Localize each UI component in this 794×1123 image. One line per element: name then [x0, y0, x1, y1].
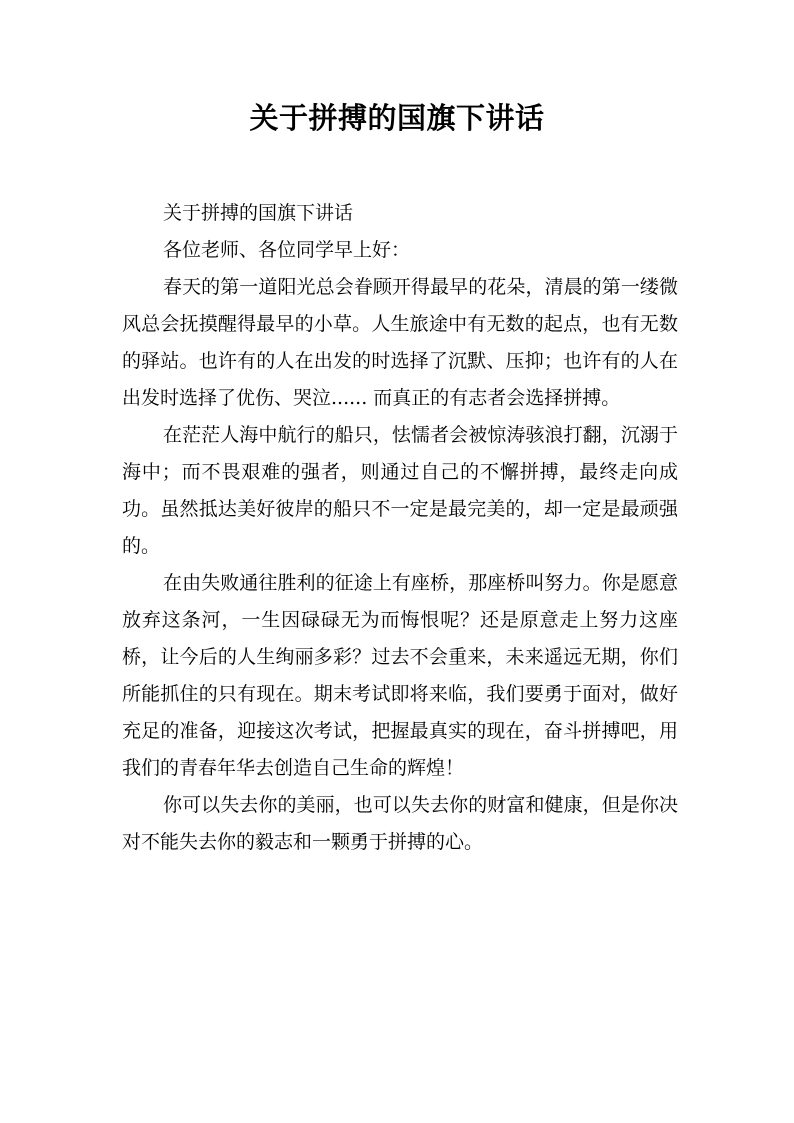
paragraph-subtitle: 关于拼搏的国旗下讲话: [163, 202, 354, 224]
document-body: [122, 195, 678, 861]
paragraph-body: 春天的第一道阳光总会眷顾开得最早的花朵，清晨的第一缕微风总会抚摸醒得最早的小草。人生旅途中有无数的起点，也有无数的驿站。也许有的人在出发的时选择了沉默、压抑；也许有的人在出发时选择了优伤、哭泣...... 而真正的有志者会选择拼搏。: [122, 276, 678, 409]
paragraph-greeting: 各位老师、各位同学早上好：: [163, 239, 411, 261]
paragraph-body: 在由失败通往胜利的征途上有座桥，那座桥叫努力。你是愿意放弃这条河，一生因碌碌无为而悔恨呢？还是原意走上努力这座桥，让今后的人生绚丽多彩？过去不会重来，未来遥远无期，你们所能抓住的只有现在。期末考试即将来临，我们要勇于面对，做好充足的准备，迎接这次考试，把握最真实的现在，奋斗拼搏吧，用我们的青春年华去创造自己生命的辉煌！: [122, 572, 678, 779]
paragraph-body: 你可以失去你的美丽，也可以失去你的财富和健康，但是你决对不能失去你的毅志和一颗勇于拼搏的心。: [122, 794, 678, 853]
document-title: 关于拼搏的国旗下讲话: [249, 101, 545, 135]
paragraph-body: 在茫茫人海中航行的船只，怯懦者会被惊涛骇浪打翻，沉溺于海中；而不畏艰难的强者，则通过自己的不懈拼搏，最终走向成功。虽然抵达美好彼岸的船只不一定是最完美的，却一定是最顽强的。: [122, 424, 678, 557]
